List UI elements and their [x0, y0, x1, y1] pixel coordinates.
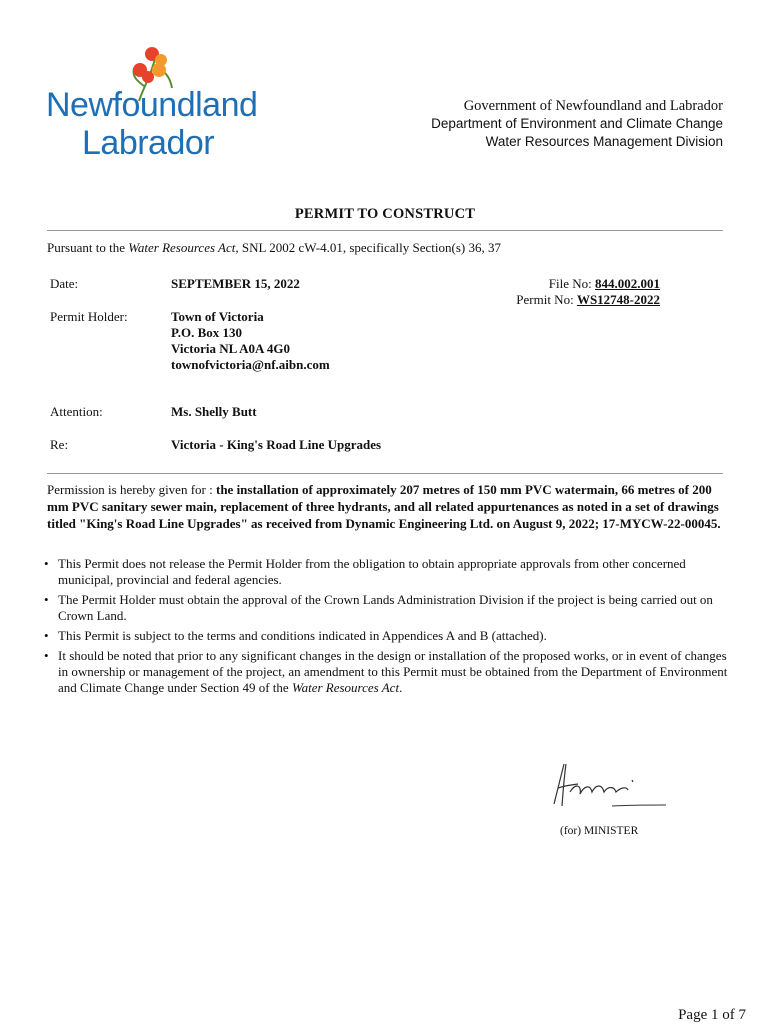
department-name: Department of Environment and Climate Change [431, 116, 723, 131]
divider [47, 473, 723, 474]
condition-text: This Permit does not release the Permit Holder from the obligation to obtain appropriate approvals from other concerned municipal, provincial and federal agencies. [58, 556, 686, 587]
permit-no-label: Permit No: [516, 292, 577, 307]
condition-end: . [399, 680, 403, 695]
divider [47, 230, 723, 231]
permission-body: the installation of approximately 207 metres of 150 mm PVC watermain, 66 metres of 200 mm PVC sanitary sewer main, replacement of three hydrants, and all related appurtenances as noted in a set of drawings titled "King's Road Line Upgrades" as received from Dynamic Engineering Ltd. on August 9, 2022; 17-MYCW-22-00045. [47, 482, 721, 531]
re-label: Re: [50, 437, 69, 452]
file-no-value: 844.002.001 [595, 276, 660, 291]
bullet: • [44, 592, 49, 607]
condition-item [44, 648, 734, 696]
condition-act: Water Resources Act [291, 680, 400, 695]
authority-suffix: , SNL 2002 cW-4.01, specifically Section(s) 36, 37 [235, 240, 501, 255]
condition-text: It should be noted that prior to any significant changes in the design or installation of the proposed works, or in event of changes in ownership or management of the project, an amendment to this Permit must be obtained from the Department of Environment and Climate Change under Section 49 of the [58, 648, 728, 695]
permit-number [516, 292, 660, 308]
date-value: SEPTEMBER 15, 2022 [171, 276, 300, 291]
document-title: PERMIT TO CONSTRUCT [294, 206, 476, 222]
division-name: Water Resources Management Division [485, 134, 723, 149]
permit-holder-email: townofvictoria@nf.aibn.com [171, 357, 330, 372]
logo-labrador-text: Labrador [82, 124, 215, 162]
permission-prefix: Permission is hereby given for : [47, 482, 216, 497]
page-number: Page 1 of 7 [678, 1007, 746, 1023]
condition-item [44, 592, 734, 624]
bullet: • [44, 648, 49, 663]
permit-holder-label: Permit Holder: [50, 309, 128, 324]
date-label: Date: [50, 276, 79, 291]
file-number [549, 276, 660, 292]
attention-value: Ms. Shelly Butt [171, 404, 257, 419]
authority-prefix: Pursuant to the [47, 240, 129, 255]
condition-text: This Permit is subject to the terms and conditions indicated in Appendices A and B (attached). [58, 628, 547, 643]
bullet: • [44, 556, 49, 571]
re-value: Victoria - King's Road Line Upgrades [171, 437, 382, 452]
logo-newfoundland-text: Newfoundland [46, 86, 258, 124]
permit-holder-line: Town of Victoria [171, 309, 264, 324]
file-no-label: File No: [548, 276, 595, 291]
permit-holder-line: Victoria NL A0A 4G0 [171, 341, 291, 356]
condition-item [44, 556, 734, 588]
permit-no-value: WS12748-2022 [576, 292, 660, 307]
attention-label: Attention: [50, 404, 103, 419]
permission-statement [47, 481, 727, 532]
conditions-list [44, 556, 734, 700]
authority-act: Water Resources Act [128, 240, 236, 255]
bullet: • [44, 628, 49, 643]
condition-item [44, 628, 734, 644]
government-name: Government of Newfoundland and Labrador [463, 98, 723, 114]
signer-title: (for) MINISTER [560, 825, 639, 837]
newfoundland-labrador-logo [44, 46, 258, 166]
permit-holder-line: P.O. Box 130 [171, 325, 243, 340]
handwritten-signature [548, 758, 672, 814]
condition-text: The Permit Holder must obtain the approval of the Crown Lands Administration Division if the project is being carried out on Crown Land. [58, 592, 713, 623]
authority-line [47, 240, 501, 256]
